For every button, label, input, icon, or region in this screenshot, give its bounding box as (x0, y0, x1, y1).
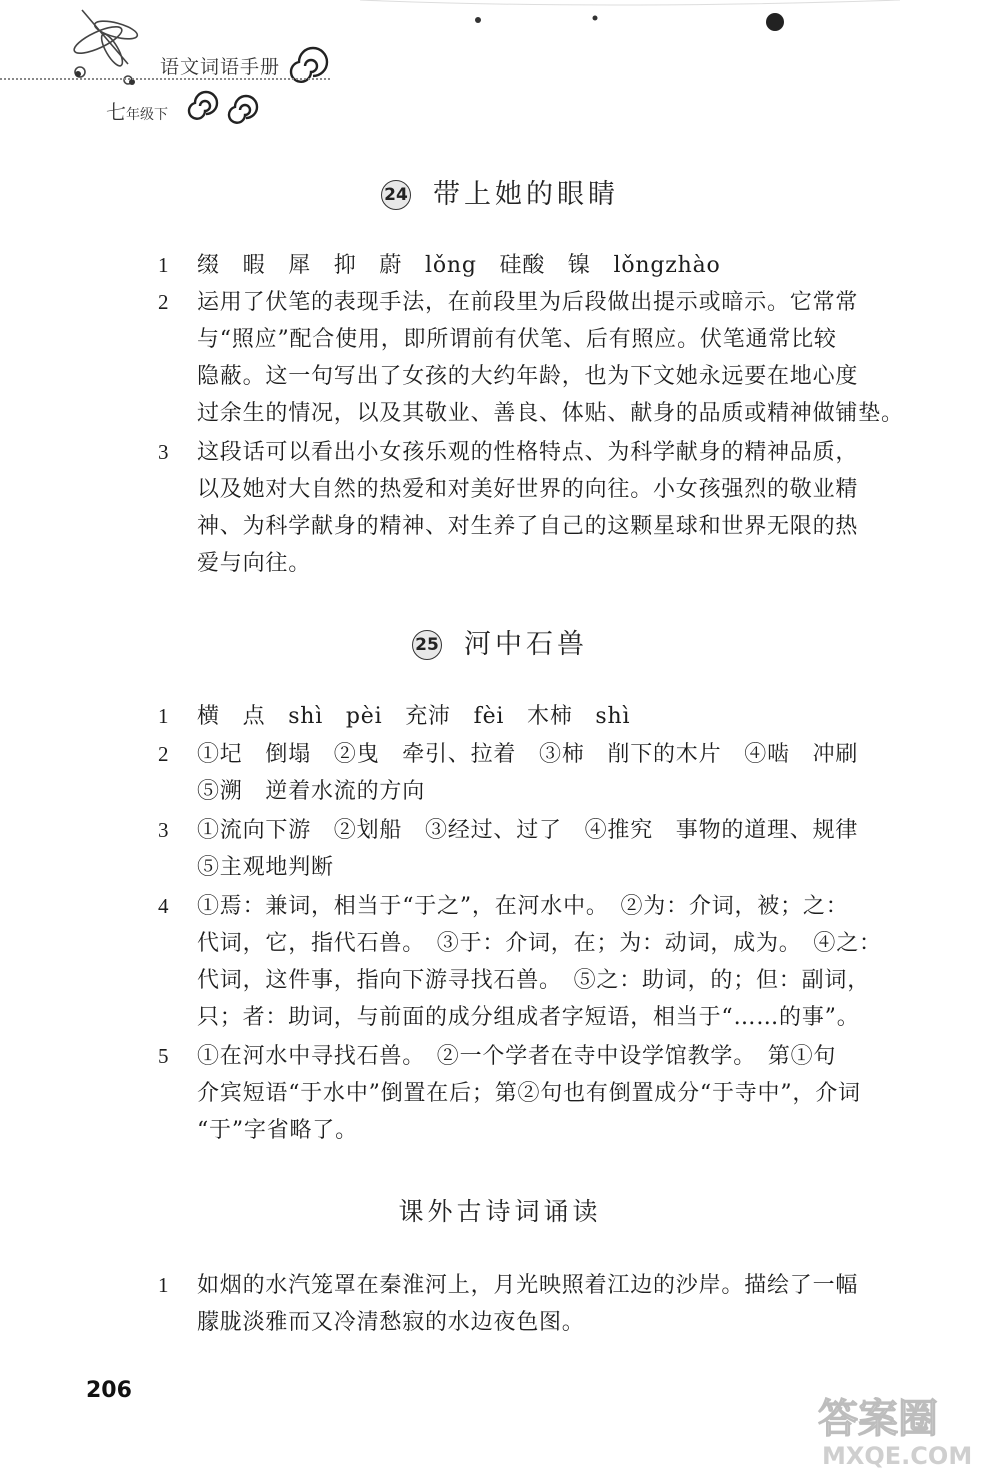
answer-line: 过余生的情况，以及其敬业、善良、体贴、献身的品质或精神做铺垫。 (197, 401, 904, 426)
answer-item (158, 247, 903, 284)
answer-line: 代词，这件事，指向下游寻找石兽。 ⑤之：助词，的；但：副词， (197, 968, 871, 993)
item-number: 2 (158, 290, 169, 314)
item-number: 2 (158, 742, 169, 766)
item-number: 1 (158, 1273, 169, 1297)
item-number: 1 (158, 704, 169, 728)
answer-line: 横 点 shì pèi 充沛 fèi 木柿 shì (197, 704, 631, 729)
answer-line: 朦胧淡雅而又冷清愁寂的水边夜色图。 (197, 1310, 585, 1335)
book-title: 语文词语手册 (160, 56, 281, 78)
item-number: 5 (158, 1044, 169, 1068)
answer-line: 如烟的水汽笼罩在秦淮河上，月光映照着江边的沙岸。描绘了一幅 (197, 1273, 859, 1298)
section-title-text: 河中石兽 (464, 629, 588, 660)
spiral-decorations-icon (0, 0, 1000, 150)
grade-label: 七年级下 (106, 100, 168, 124)
item-number: 4 (158, 894, 169, 918)
answer-line: ①在河水中寻找石兽。 ②一个学者在寺中设学馆教学。 第①句 (197, 1044, 837, 1069)
item-number: 3 (158, 818, 169, 842)
answer-line: 运用了伏笔的表现手法，在前段里为后段做出提示或暗示。它常常 (197, 290, 859, 315)
section-number: 25 (412, 630, 442, 660)
answer-line: 隐蔽。这一句写出了女孩的大约年龄，也为下文她永远要在地心度 (197, 364, 859, 389)
answer-item (158, 812, 903, 886)
item-number: 3 (158, 440, 169, 464)
answer-line: 这段话可以看出小女孩乐观的性格特点、为科学献身的精神品质， (197, 440, 859, 465)
item-number: 1 (158, 253, 169, 277)
answer-line: 与“照应”配合使用，即所谓前有伏笔、后有照应。伏笔通常比较 (197, 327, 837, 352)
section-title-text: 带上她的眼睛 (433, 179, 619, 210)
answer-line: 介宾短语“于水中”倒置在后；第②句也有倒置成分“于寺中”，介词 (197, 1081, 861, 1106)
page-number: 206 (86, 1378, 132, 1403)
section-title (0, 172, 1000, 211)
watermark-url: MXQE.COM (822, 1442, 973, 1470)
answer-line: ①焉：兼词，相当于“于之”，在河水中。 ②为：介词，被；之： (197, 894, 849, 919)
answer-item (158, 284, 903, 432)
answer-item (158, 888, 903, 1036)
answer-item (158, 434, 903, 582)
answer-item (158, 698, 903, 735)
answer-line: ⑤溯 逆着水流的方向 (197, 779, 426, 804)
answer-line: ①圮 倒塌 ②曳 牵引、拉着 ③柿 削下的木片 ④啮 冲刷 (197, 742, 859, 767)
answer-item (158, 736, 903, 810)
answer-line: 爱与向往。 (197, 551, 312, 576)
answer-line: ⑤主观地判断 (197, 855, 334, 880)
answer-line: 缀 暇 犀 抑 蔚 lǒng 硅酸 镍 lǒngzhào (197, 253, 721, 278)
watermark-logo (812, 1384, 992, 1470)
section-title-text: 课外古诗词诵读 (398, 1197, 602, 1226)
watermark-text: 答案圈 (818, 1396, 938, 1442)
answer-item (158, 1267, 903, 1341)
answer-line: 只；者：助词，与前面的成分组成者字短语，相当于“……的事”。 (197, 1005, 860, 1030)
answer-line: 以及她对大自然的热爱和对美好世界的向往。小女孩强烈的敬业精 (197, 477, 859, 502)
section-title (0, 1192, 1000, 1228)
section-title (0, 622, 1000, 661)
answer-line: “于”字省略了。 (197, 1118, 358, 1143)
answer-item (158, 1038, 903, 1149)
answer-line: 神、为科学献身的精神、对生养了自己的这颗星球和世界无限的热 (197, 514, 859, 539)
page-header (0, 0, 1000, 150)
answer-line: 代词，它，指代石兽。 ③于：介词，在；为：动词，成为。 ④之： (197, 931, 882, 956)
answer-line: ①流向下游 ②划船 ③经过、过了 ④推究 事物的道理、规律 (197, 818, 859, 843)
section-number: 24 (381, 180, 411, 210)
